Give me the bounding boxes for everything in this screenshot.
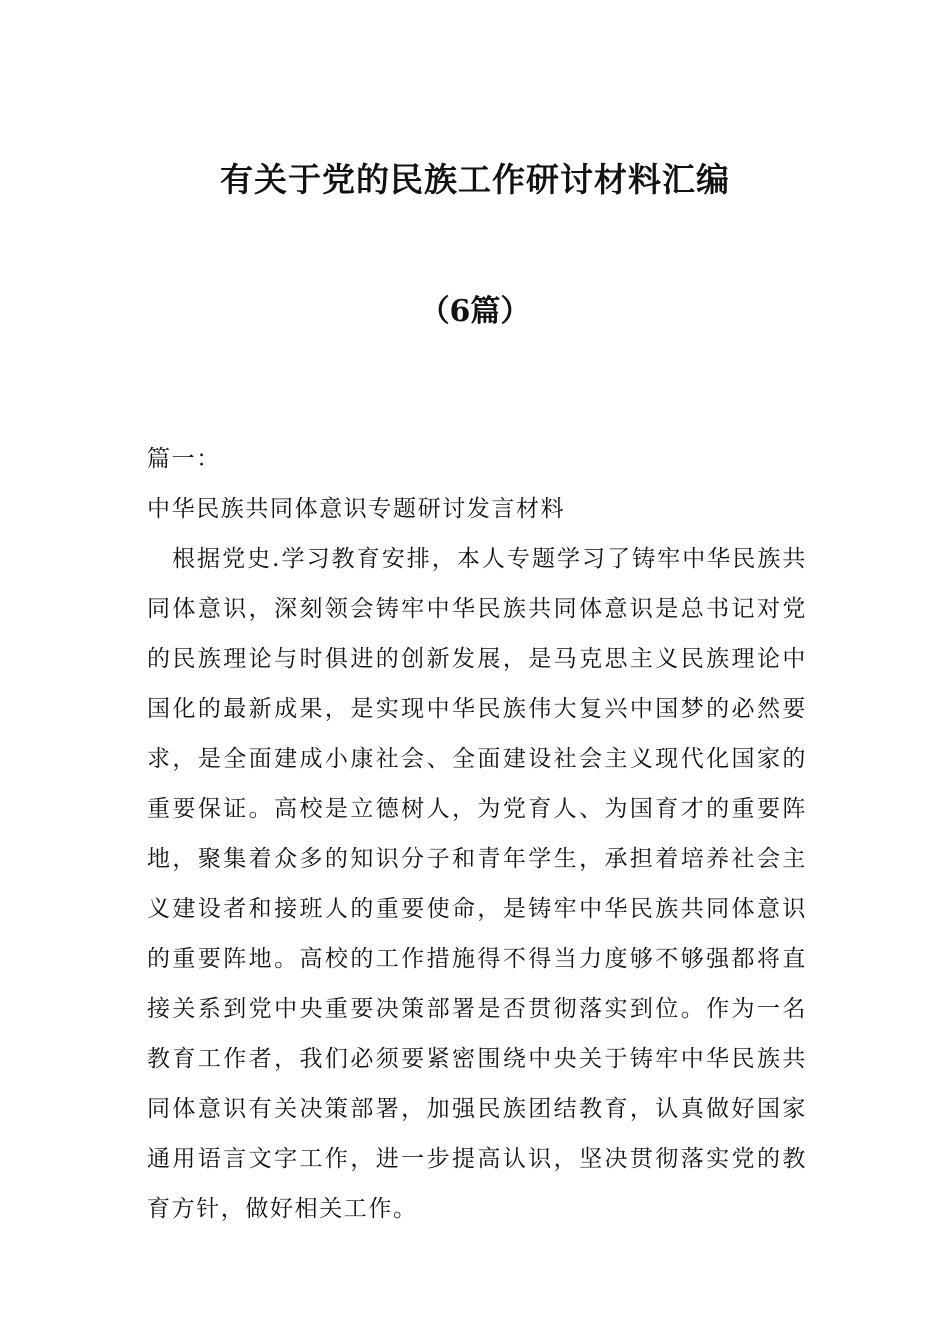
body-paragraph: 根据党史.学习教育安排，本人专题学习了铸牢中华民族共同体意识，深刻领会铸牢中华民族共同体意识是总书记对党的民族理论与时俱进的创新发展，是马克思主义民族理论中国化的最新成果，是实现中华民族伟大复兴中国梦的必然要求，是全面建成小康社会、全面建设社会主义现代化国家的重要保证。高校是立德树人，为党育人、为国育才的重要阵地，聚集着众多的知识分子和青年学生，承担着培养社会主义建设者和接班人的重要使命，是铸牢中华民族共同体意识的重要阵地。高校的工作措施得不得当力度够不够强都将直接关系到党中央重要决策部署是否贯彻落实到位。作为一名教育工作者，我们必须要紧密围绕中央关于铸牢中华民族共同体意识有关决策部署，加强民族团结教育，认真做好国家通用语言文字工作，进一步提高认识，坚决贯彻落实党的教育方针，做好相关工作。: [147, 546, 807, 1222]
document-title: 有关于党的民族工作研讨材料汇编: [220, 160, 730, 199]
section-title: 中华民族共同体意识专题研讨发言材料: [147, 496, 566, 522]
document-body: [147, 434, 807, 1234]
section-label: 篇一：: [147, 446, 221, 472]
document-subtitle: （6篇）: [419, 294, 531, 329]
